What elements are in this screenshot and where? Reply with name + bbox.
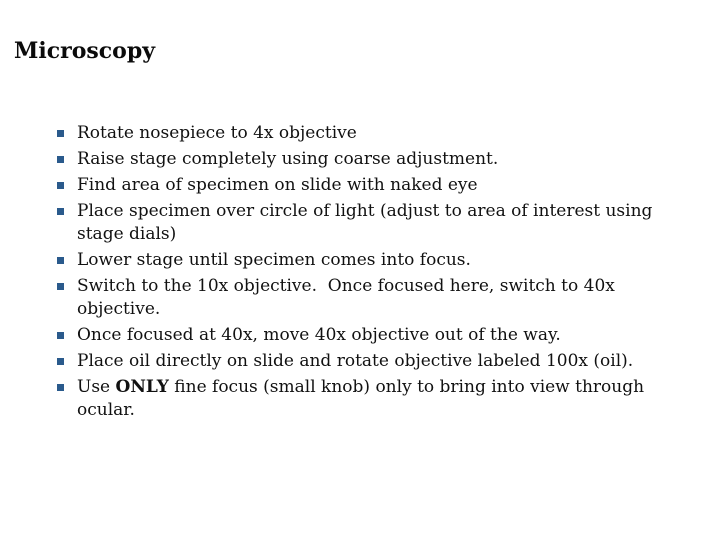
list-item-text: Switch to the 10x objective. Once focused here, switch to 40x objective. [77, 276, 621, 319]
square-bullet-icon [57, 384, 64, 391]
square-bullet-icon [57, 283, 64, 290]
square-bullet-icon [57, 358, 64, 365]
square-bullet-icon [57, 182, 64, 189]
list-item-text-start: Use [77, 377, 116, 397]
list-item-text: Place oil directly on slide and rotate objective labeled 100x (oil). [77, 351, 634, 371]
list-item [0, 249, 720, 272]
list-item-text-end: fine focus (small knob) only to bring into view through ocular. [77, 377, 650, 420]
square-bullet-icon [57, 332, 64, 339]
list-item-text: Rotate nosepiece to 4x objective [77, 123, 357, 143]
square-bullet-icon [57, 208, 64, 215]
square-bullet-icon [57, 156, 64, 163]
instruction-list [0, 122, 720, 425]
list-item-text [77, 377, 649, 420]
slide-title: Microscopy [14, 38, 155, 64]
list-item [0, 376, 720, 422]
list-item [0, 148, 720, 171]
list-item-text: Raise stage completely using coarse adjustment. [77, 149, 499, 169]
emphasis-text: ONLY [115, 377, 169, 397]
list-item-text: Place specimen over circle of light (adjust to area of interest using stage dials) [77, 201, 653, 244]
list-item [0, 324, 720, 347]
square-bullet-icon [57, 257, 64, 264]
list-item [0, 174, 720, 197]
list-item [0, 122, 720, 145]
list-item [0, 200, 720, 246]
list-item-text: Lower stage until specimen comes into focus. [77, 250, 471, 270]
square-bullet-icon [57, 130, 64, 137]
list-item-text: Once focused at 40x, move 40x objective out of the way. [77, 325, 561, 345]
list-item [0, 350, 720, 373]
list-item [0, 275, 720, 321]
list-item-text: Find area of specimen on slide with naked eye [77, 175, 478, 195]
